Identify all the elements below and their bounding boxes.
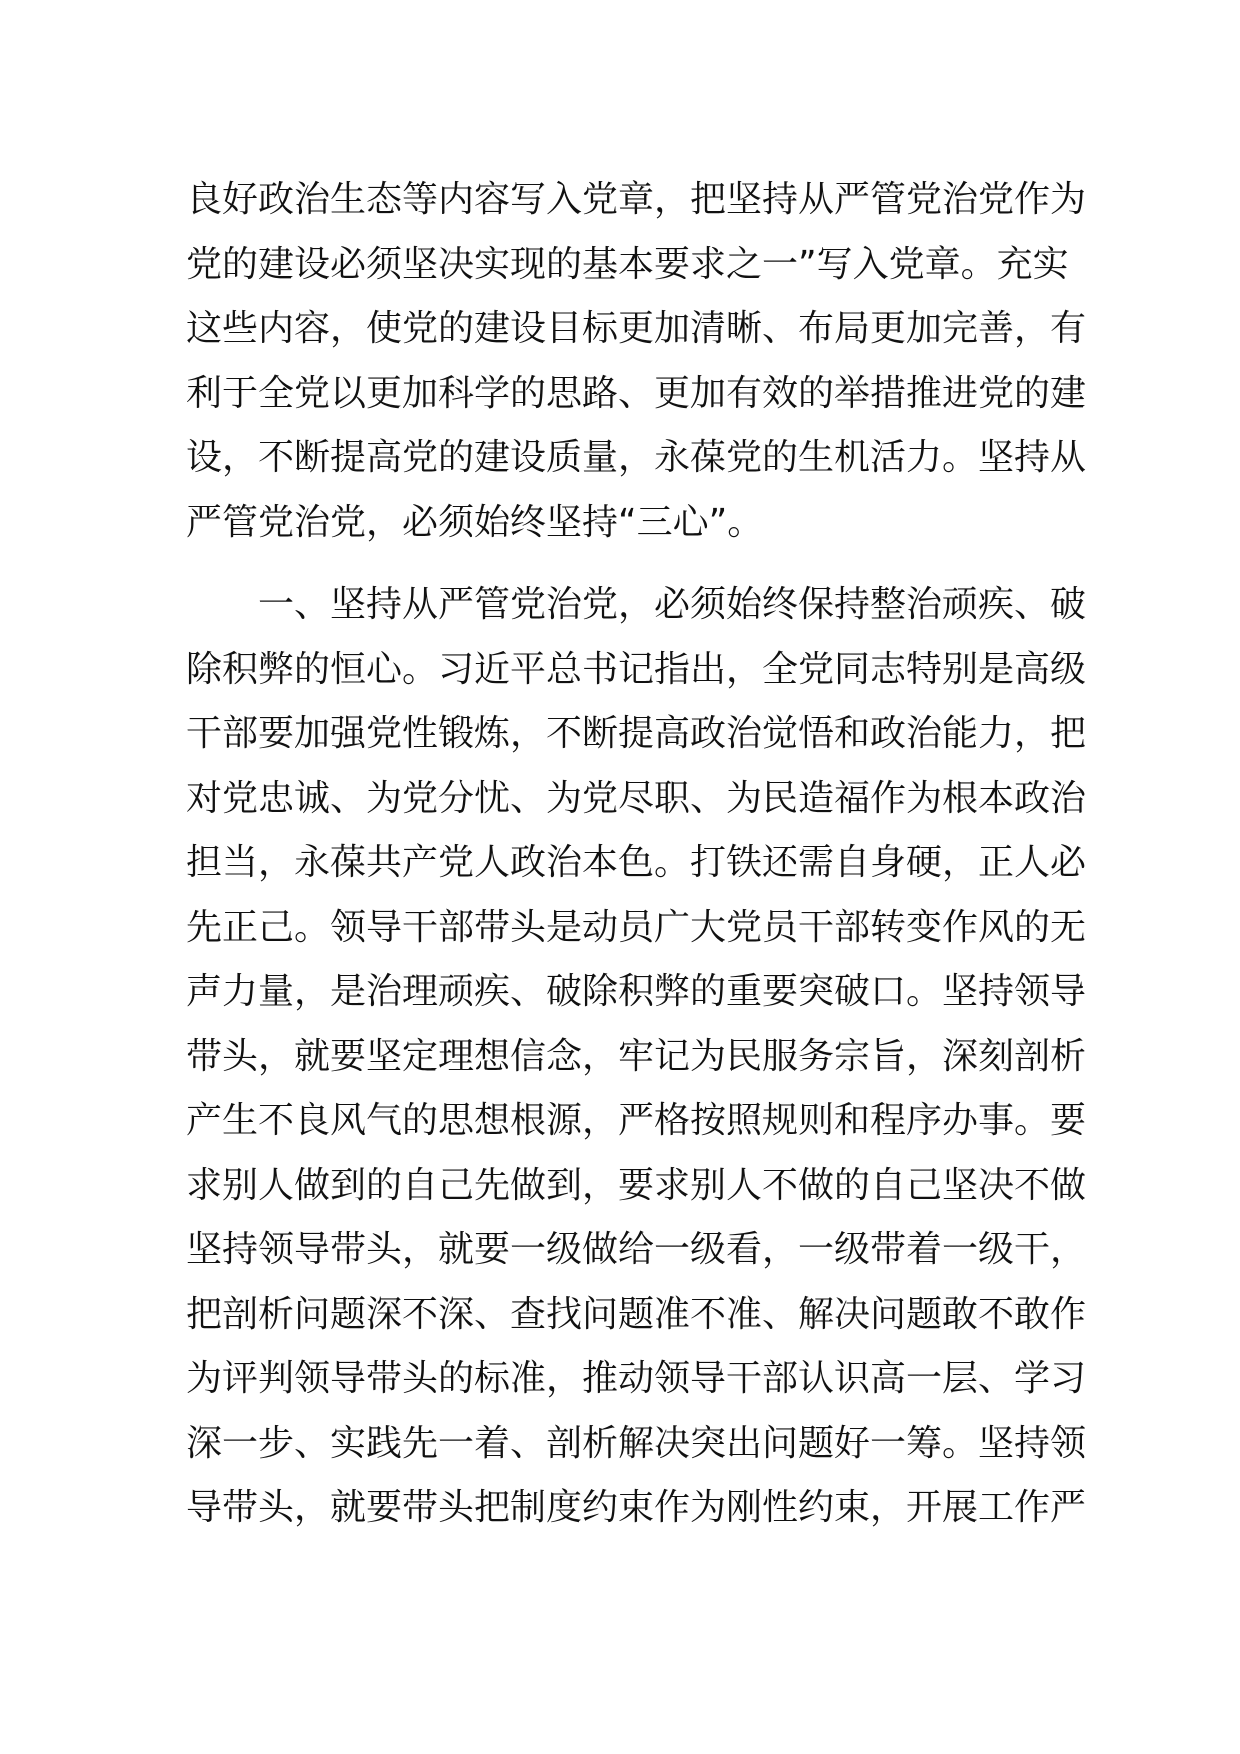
paragraph-section-one — [186, 573, 1087, 1541]
text-line: 除积弊的恒心。习近平总书记指出，全党同志特别是高级 — [186, 648, 1087, 690]
text-line: 担当，永葆共产党人政治本色。打铁还需自身硬，正人必 — [186, 842, 1087, 883]
text-line: 坚持领导带头，就要一级做给一级看，一级带着一级干， — [186, 1229, 1087, 1270]
text-line: 良好政治生态等内容写入党章，把坚持从严管党治党作为 — [186, 179, 1087, 220]
text-line: 这些内容，使党的建设目标更加清晰、布局更加完善，有 — [186, 308, 1087, 349]
text-line: 严管党治党，必须始终坚持“三心”。 — [186, 501, 764, 543]
text-line: 设，不断提高党的建设质量，永葆党的生机活力。坚持从 — [186, 437, 1087, 478]
text-line: 产生不良风气的思想根源，严格按照规则和程序办事。要 — [186, 1100, 1087, 1141]
text-line: 利于全党以更加科学的思路、更加有效的举措推进党的建 — [186, 372, 1087, 414]
text-line: 干部要加强党性锻炼，不断提高政治觉悟和政治能力，把 — [186, 713, 1087, 754]
text-line: 为评判领导带头的标准，推动领导干部认识高一层、学习 — [186, 1358, 1087, 1399]
text-line: 求别人做到的自己先做到，要求别人不做的自己坚决不做 — [186, 1164, 1087, 1206]
text-line: 带头，就要坚定理想信念，牢记为民服务宗旨，深刻剖析 — [186, 1035, 1087, 1077]
text-line: 深一步、实践先一着、剖析解决突出问题好一筹。坚持领 — [186, 1422, 1087, 1464]
text-line-heading: 一、坚持从严管党治党，必须始终保持整治顽疾、破 — [258, 584, 1087, 625]
text-line: 先正己。领导干部带头是动员广大党员干部转变作风的无 — [186, 906, 1087, 948]
text-line: 导带头，就要带头把制度约束作为刚性约束，开展工作严 — [186, 1487, 1087, 1528]
text-line: 对党忠诚、为党分忧、为党尽职、为民造福作为根本政治 — [186, 777, 1087, 819]
text-line: 声力量，是治理顽疾、破除积弊的重要突破口。坚持领导 — [186, 971, 1087, 1012]
text-line: 党的建设必须坚决实现的基本要求之一”写入党章。充实 — [186, 243, 1069, 285]
text-line: 把剖析问题深不深、查找问题准不准、解决问题敢不敢作 — [186, 1293, 1087, 1335]
paragraph-continuation — [186, 168, 1087, 555]
